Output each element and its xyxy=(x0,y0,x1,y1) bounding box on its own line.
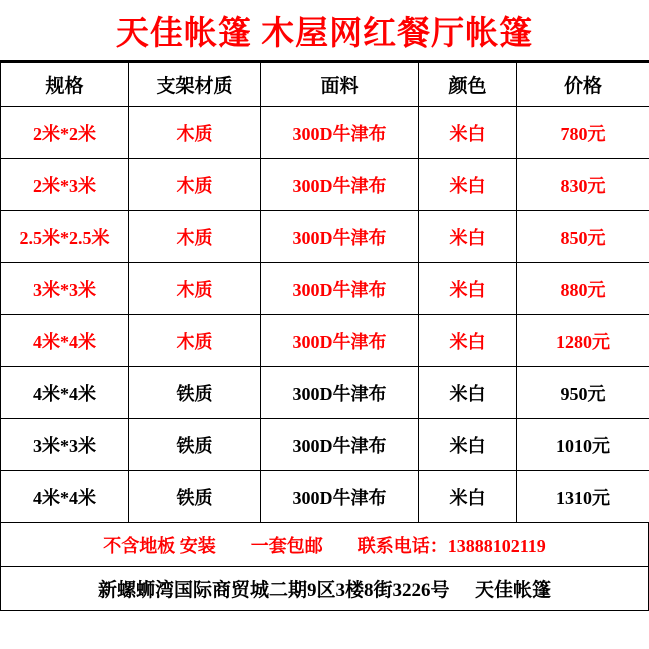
cell-color: 米白 xyxy=(419,419,517,471)
cell-frame: 木质 xyxy=(129,211,261,263)
page-title: 天佳帐篷 木屋网红餐厅帐篷 xyxy=(115,15,534,52)
cell-color: 米白 xyxy=(419,263,517,315)
note-free-shipping: 一套包邮 xyxy=(250,535,323,556)
cell-spec: 2米*3米 xyxy=(1,159,129,211)
cell-fabric: 300D牛津布 xyxy=(261,263,419,315)
cell-color: 米白 xyxy=(419,107,517,159)
cell-frame: 木质 xyxy=(129,315,261,367)
column-header-fabric: 面料 xyxy=(261,63,419,107)
cell-frame: 铁质 xyxy=(129,471,261,523)
cell-fabric: 300D牛津布 xyxy=(261,419,419,471)
cell-spec: 4米*4米 xyxy=(1,367,129,419)
note-no-floor: 不含地板 安装 xyxy=(103,535,216,556)
table-row xyxy=(1,315,649,367)
cell-fabric: 300D牛津布 xyxy=(261,211,419,263)
cell-price: 1280元 xyxy=(517,315,649,367)
cell-price: 780元 xyxy=(517,107,649,159)
cell-frame: 铁质 xyxy=(129,419,261,471)
cell-color: 米白 xyxy=(419,211,517,263)
column-header-color: 颜色 xyxy=(419,63,517,107)
cell-color: 米白 xyxy=(419,471,517,523)
table-row xyxy=(1,419,649,471)
table-row xyxy=(1,107,649,159)
poster-title-row xyxy=(0,0,649,62)
cell-price: 1310元 xyxy=(517,471,649,523)
footer-address xyxy=(98,575,551,602)
cell-price: 880元 xyxy=(517,263,649,315)
address-line: 新螺蛳湾国际商贸城二期9区3楼8街3226号 xyxy=(97,580,450,601)
cell-spec: 4米*4米 xyxy=(1,471,129,523)
cell-fabric: 300D牛津布 xyxy=(261,367,419,419)
cell-fabric: 300D牛津布 xyxy=(261,471,419,523)
cell-color: 米白 xyxy=(419,315,517,367)
cell-spec: 2.5米*2.5米 xyxy=(1,211,129,263)
cell-spec: 3米*3米 xyxy=(1,419,129,471)
price-table xyxy=(0,62,649,523)
cell-color: 米白 xyxy=(419,367,517,419)
cell-frame: 铁质 xyxy=(129,367,261,419)
cell-fabric: 300D牛津布 xyxy=(261,315,419,367)
cell-fabric: 300D牛津布 xyxy=(261,159,419,211)
table-header-row xyxy=(1,63,649,107)
cell-color: 米白 xyxy=(419,159,517,211)
table-row xyxy=(1,263,649,315)
cell-price: 1010元 xyxy=(517,419,649,471)
cell-frame: 木质 xyxy=(129,107,261,159)
note-row xyxy=(0,523,649,567)
table-row xyxy=(1,159,649,211)
footer-note xyxy=(103,532,546,558)
column-header-spec: 规格 xyxy=(1,63,129,107)
table-row xyxy=(1,367,649,419)
address-row xyxy=(0,567,649,611)
table-row xyxy=(1,211,649,263)
cell-spec: 3米*3米 xyxy=(1,263,129,315)
cell-frame: 木质 xyxy=(129,159,261,211)
column-header-frame: 支架材质 xyxy=(129,63,261,107)
cell-fabric: 300D牛津布 xyxy=(261,107,419,159)
cell-spec: 2米*2米 xyxy=(1,107,129,159)
shop-name: 天佳帐篷 xyxy=(475,580,552,601)
cell-price: 850元 xyxy=(517,211,649,263)
note-contact-phone: 联系电话：13888102119 xyxy=(357,535,546,556)
cell-price: 950元 xyxy=(517,367,649,419)
cell-spec: 4米*4米 xyxy=(1,315,129,367)
table-row xyxy=(1,471,649,523)
cell-price: 830元 xyxy=(517,159,649,211)
column-header-price: 价格 xyxy=(517,63,649,107)
cell-frame: 木质 xyxy=(129,263,261,315)
